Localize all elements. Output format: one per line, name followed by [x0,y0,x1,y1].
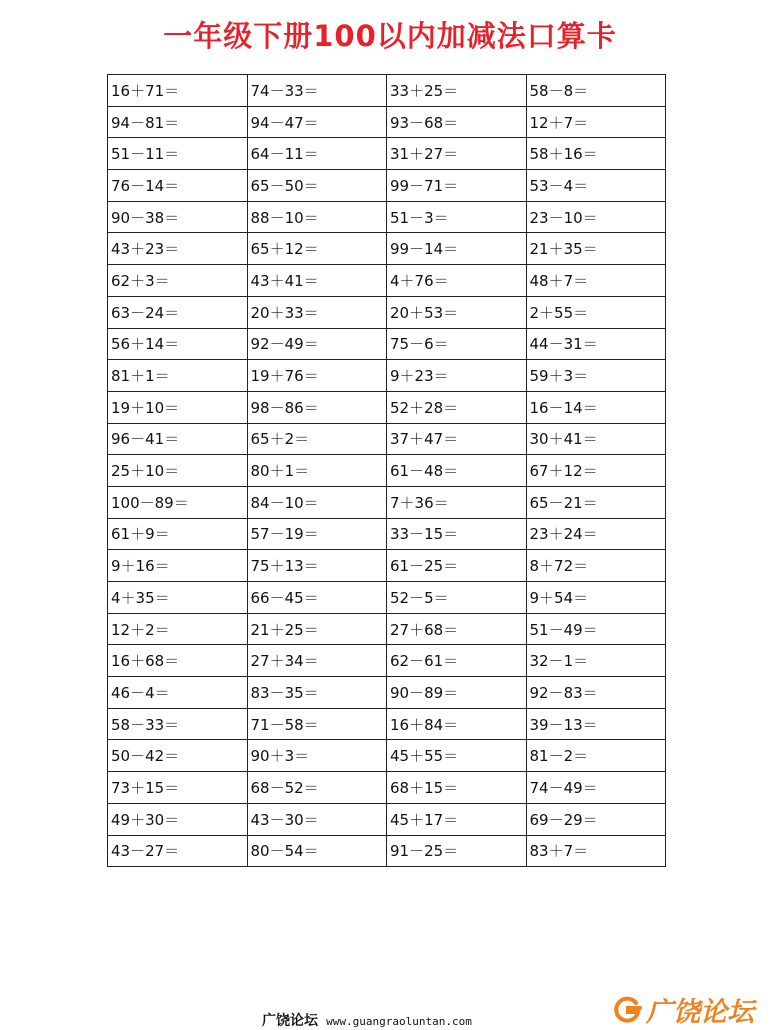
table-row [108,772,666,804]
problem-cell: 74－49＝ [526,772,666,804]
table-row [108,550,666,582]
table-row [108,582,666,614]
problem-cell: 56＋14＝ [108,328,248,360]
footer [262,1010,472,1030]
problem-cell: 96－41＝ [108,423,248,455]
table-row [108,613,666,645]
table-row [108,265,666,297]
table-row [108,360,666,392]
problem-cell: 99－14＝ [387,233,527,265]
problem-cell: 19＋76＝ [247,360,387,392]
table-row [108,75,666,107]
problem-cell: 37＋47＝ [387,423,527,455]
problem-cell: 65＋2＝ [247,423,387,455]
problem-cell: 27＋34＝ [247,645,387,677]
problem-cell: 65＋12＝ [247,233,387,265]
problem-cell: 45＋55＝ [387,740,527,772]
table-row [108,645,666,677]
problem-cell: 45＋17＝ [387,803,527,835]
problem-cell: 75－6＝ [387,328,527,360]
problem-cell: 21＋25＝ [247,613,387,645]
problem-cell: 59＋3＝ [526,360,666,392]
problem-cell: 94－81＝ [108,106,248,138]
table-row [108,170,666,202]
problem-cell: 90－89＝ [387,677,527,709]
problem-cell: 8＋72＝ [526,550,666,582]
problem-cell: 67＋12＝ [526,455,666,487]
page-title: 一年级下册100以内加减法口算卡 [163,19,617,53]
problem-cell: 20＋53＝ [387,296,527,328]
problem-cell: 12＋2＝ [108,613,248,645]
problem-cell: 74－33＝ [247,75,387,107]
problem-cell: 52－5＝ [387,582,527,614]
problem-cell: 69－29＝ [526,803,666,835]
table-row [108,486,666,518]
problem-cell: 51－3＝ [387,201,527,233]
problem-cell: 93－68＝ [387,106,527,138]
site-logo [612,990,754,1029]
problem-cell: 100－89＝ [108,486,248,518]
problem-cell: 51－11＝ [108,138,248,170]
problem-cell: 43＋41＝ [247,265,387,297]
problem-cell: 98－86＝ [247,391,387,423]
table-row [108,391,666,423]
problem-cell: 61－48＝ [387,455,527,487]
problem-cell: 30＋41＝ [526,423,666,455]
problem-cell: 57－19＝ [247,518,387,550]
table-row [108,740,666,772]
problem-cell: 75＋13＝ [247,550,387,582]
problem-cell: 33＋25＝ [387,75,527,107]
problem-cell: 62＋3＝ [108,265,248,297]
problem-cell: 9＋16＝ [108,550,248,582]
problem-cell: 65－50＝ [247,170,387,202]
problem-cell: 44－31＝ [526,328,666,360]
problem-cell: 65－21＝ [526,486,666,518]
problem-cell: 58＋16＝ [526,138,666,170]
table-row [108,803,666,835]
problem-cell: 52＋28＝ [387,391,527,423]
problem-cell: 19＋10＝ [108,391,248,423]
table-row [108,677,666,709]
problem-cell: 76－14＝ [108,170,248,202]
problem-cell: 81－2＝ [526,740,666,772]
table-row [108,233,666,265]
problem-cell: 50－42＝ [108,740,248,772]
problem-cell: 39－13＝ [526,708,666,740]
table-row [108,835,666,867]
problem-cell: 92－83＝ [526,677,666,709]
problem-cell: 91－25＝ [387,835,527,867]
problem-cell: 83－35＝ [247,677,387,709]
problem-cell: 73＋15＝ [108,772,248,804]
problem-cell: 64－11＝ [247,138,387,170]
problem-cell: 16＋71＝ [108,75,248,107]
problem-cell: 9＋54＝ [526,582,666,614]
problem-cell: 7＋36＝ [387,486,527,518]
problem-cell: 66－45＝ [247,582,387,614]
problem-cell: 62－61＝ [387,645,527,677]
problem-cell: 80＋1＝ [247,455,387,487]
table-row [108,423,666,455]
problem-cell: 49＋30＝ [108,803,248,835]
problem-cell: 27＋68＝ [387,613,527,645]
problem-cell: 84－10＝ [247,486,387,518]
problem-cell: 68＋15＝ [387,772,527,804]
problem-cell: 88－10＝ [247,201,387,233]
problem-cell: 32－1＝ [526,645,666,677]
problem-cell: 9＋23＝ [387,360,527,392]
problem-cell: 83＋7＝ [526,835,666,867]
footer-url: www.guangraoluntan.com [326,1015,472,1028]
problem-cell: 16－14＝ [526,391,666,423]
problem-cell: 90－38＝ [108,201,248,233]
table-row [108,455,666,487]
problem-cell: 23＋24＝ [526,518,666,550]
problem-cell: 58－8＝ [526,75,666,107]
arithmetic-table-body [108,75,666,867]
problem-cell: 63－24＝ [108,296,248,328]
problem-cell: 23－10＝ [526,201,666,233]
problem-cell: 43－30＝ [247,803,387,835]
problem-cell: 90＋3＝ [247,740,387,772]
problem-cell: 68－52＝ [247,772,387,804]
problem-cell: 33－15＝ [387,518,527,550]
problem-cell: 61－25＝ [387,550,527,582]
problem-cell: 20＋33＝ [247,296,387,328]
footer-brand: 广饶论坛 [262,1013,318,1029]
problem-cell: 16＋68＝ [108,645,248,677]
table-row [108,201,666,233]
table-row [108,106,666,138]
problem-cell: 53－4＝ [526,170,666,202]
problem-cell: 12＋7＝ [526,106,666,138]
problem-cell: 61＋9＝ [108,518,248,550]
logo-text: 广饶论坛 [646,997,754,1028]
problem-cell: 46－4＝ [108,677,248,709]
problem-cell: 48＋7＝ [526,265,666,297]
table-row [108,296,666,328]
table-row [108,518,666,550]
g-swirl-logo-icon [612,995,642,1025]
problem-cell: 58－33＝ [108,708,248,740]
problem-cell: 80－54＝ [247,835,387,867]
problem-cell: 43＋23＝ [108,233,248,265]
problem-cell: 51－49＝ [526,613,666,645]
problem-cell: 71－58＝ [247,708,387,740]
problem-cell: 31＋27＝ [387,138,527,170]
table-row [108,138,666,170]
problem-cell: 43－27＝ [108,835,248,867]
arithmetic-table [107,74,666,867]
table-row [108,328,666,360]
table-row [108,708,666,740]
problem-cell: 25＋10＝ [108,455,248,487]
problem-cell: 94－47＝ [247,106,387,138]
problem-cell: 4＋76＝ [387,265,527,297]
problem-cell: 16＋84＝ [387,708,527,740]
problem-cell: 81＋1＝ [108,360,248,392]
problem-cell: 92－49＝ [247,328,387,360]
problem-cell: 2＋55＝ [526,296,666,328]
problem-cell: 21＋35＝ [526,233,666,265]
problem-cell: 99－71＝ [387,170,527,202]
problem-cell: 4＋35＝ [108,582,248,614]
